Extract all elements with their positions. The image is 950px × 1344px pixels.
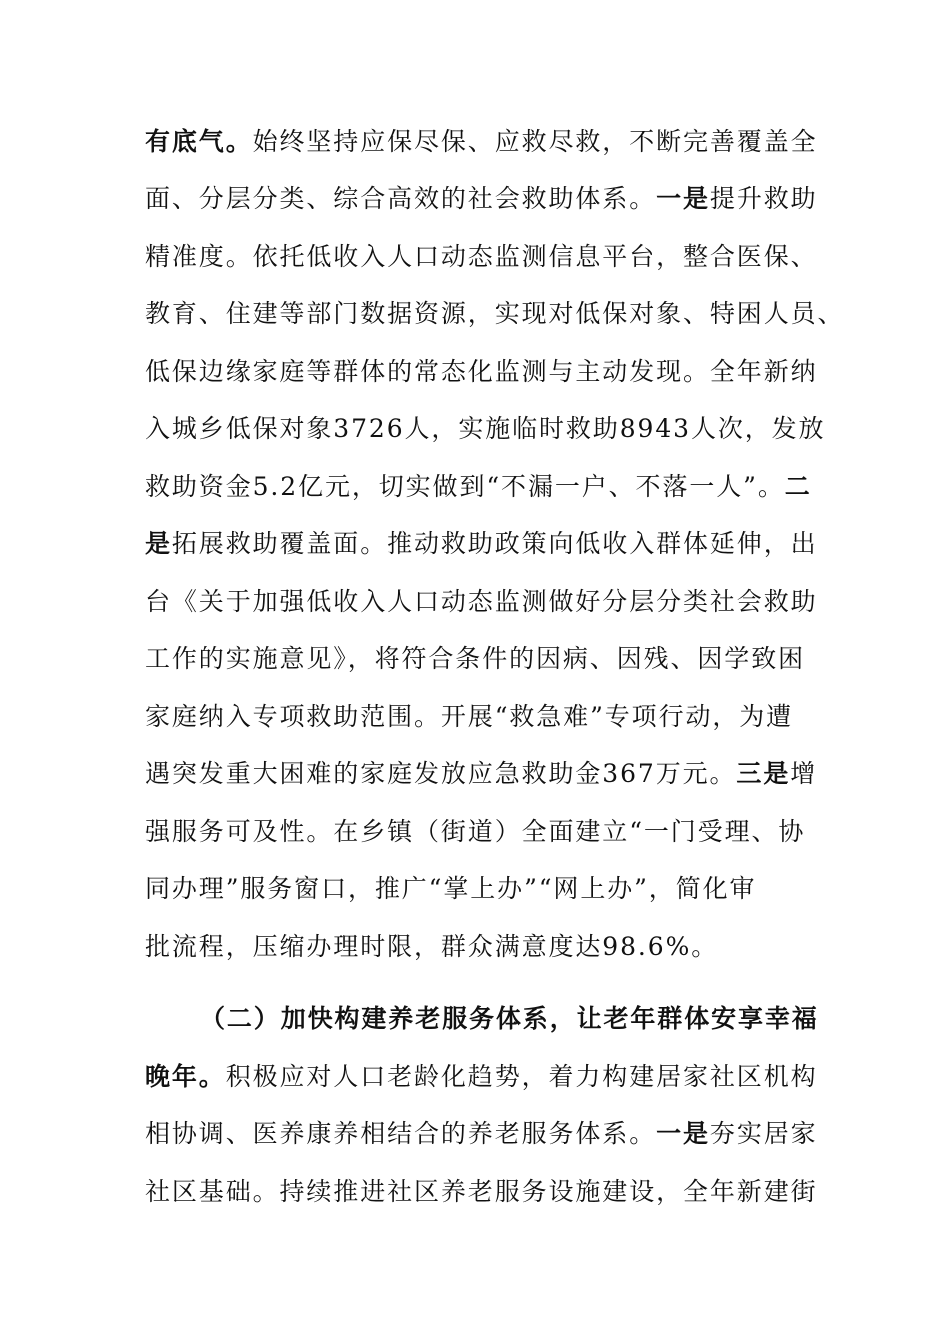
- text-line: [145, 294, 844, 334]
- section-heading: （二）加快构建养老服务体系，让老年群体安享幸福: [200, 1004, 819, 1033]
- section-heading-line: [200, 999, 819, 1039]
- text-line: [145, 352, 818, 392]
- body-text: 拓展救助覆盖面。推动救助政策向低收入群体延伸，出: [171, 529, 818, 558]
- body-text: 批流程，压缩办理时限，群众满意度达98.6%。: [145, 932, 719, 961]
- text-line: [145, 582, 818, 622]
- text-line: [145, 754, 817, 794]
- body-text: 遇突发重大困难的家庭发放应急救助金367万元。: [145, 759, 737, 788]
- body-text: 夯实居家: [709, 1119, 818, 1148]
- body-text: 工作的实施意见》，将符合条件的因病、因残、因学致困: [145, 644, 806, 673]
- body-text: 社区基础。持续推进社区养老服务设施建设，全年新建街: [145, 1177, 818, 1206]
- text-line: [145, 409, 825, 449]
- bold-text: 有底气。: [145, 127, 253, 156]
- text-line: [145, 697, 793, 737]
- text-line: [145, 524, 818, 564]
- body-text: 积极应对人口老龄化趋势，着力构建居家社区机构: [225, 1062, 818, 1091]
- body-text: 入城乡低保对象3726人，实施临时救助8943人次，发放: [145, 414, 826, 443]
- text-line: [145, 927, 718, 967]
- body-text: 相协调、医养康养相结合的养老服务体系。: [145, 1119, 657, 1148]
- text-line: [145, 122, 818, 162]
- body-text: 同办理”服务窗口，推广“掌上办”“网上办”，简化审: [145, 874, 757, 903]
- body-text: 低保边缘家庭等群体的常态化监测与主动发现。全年新纳: [145, 357, 818, 386]
- bold-text: 一是: [656, 1119, 710, 1148]
- text-line: [145, 1172, 818, 1212]
- text-line: [145, 467, 812, 507]
- body-text: 精准度。依托低收入人口动态监测信息平台，整合医保、: [145, 242, 818, 271]
- body-text: 增: [790, 759, 818, 788]
- text-line: [145, 639, 805, 679]
- text-line: [145, 1057, 818, 1097]
- body-text: 教育、住建等部门数据资源，实现对低保对象、特困人员、: [145, 299, 845, 328]
- text-line: [145, 812, 805, 852]
- body-text: 家庭纳入专项救助范围。开展“救急难”专项行动，为遭: [145, 702, 794, 731]
- bold-text: 三是: [736, 759, 791, 788]
- body-text: 台《关于加强低收入人口动态监测做好分层分类社会救助: [145, 587, 818, 616]
- body-text: 提升救助: [709, 184, 818, 213]
- body-text: 始终坚持应保尽保、应救尽救，不断完善覆盖全: [252, 127, 818, 156]
- body-text: 强服务可及性。在乡镇（街道）全面建立“一门受理、协: [145, 817, 806, 846]
- bold-text: 二: [784, 472, 812, 501]
- bold-text: 是: [145, 529, 172, 558]
- text-line: [145, 869, 756, 909]
- body-text: 救助资金5.2亿元，切实做到“不漏一户、不落一人”。: [145, 472, 785, 501]
- text-line: [145, 179, 818, 219]
- text-line: [145, 1114, 818, 1154]
- bold-text: 晚年。: [145, 1062, 226, 1091]
- bold-text: 一是: [656, 184, 710, 213]
- body-text: 面、分层分类、综合高效的社会救助体系。: [145, 184, 657, 213]
- text-line: [145, 237, 818, 277]
